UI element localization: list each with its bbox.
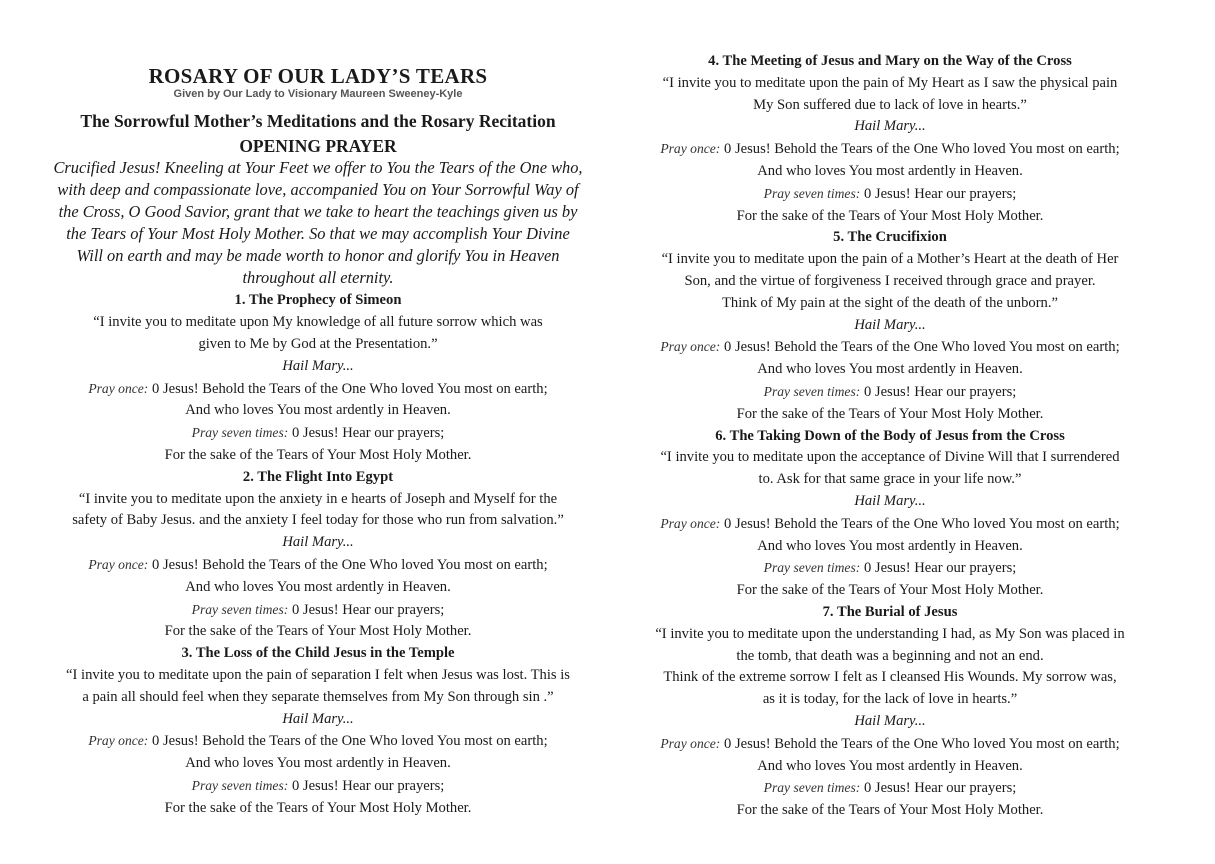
pray-seven-line bbox=[640, 777, 1140, 800]
pray-once-line bbox=[640, 513, 1140, 536]
pray-once-line bbox=[640, 336, 1140, 359]
hail-mary-line: Hail Mary... bbox=[282, 534, 354, 551]
pray-seven-label: Pray seven times: bbox=[763, 185, 861, 201]
opening-prayer-line: Crucified Jesus! Kneeling at Your Feet we offer to You the Tears of the One who, bbox=[53, 158, 583, 177]
pray-seven-line bbox=[48, 599, 588, 622]
meditation-quote-line: “I invite you to meditate upon the understanding I had, as My Son was placed in bbox=[655, 625, 1125, 642]
meditation-quote-line: given to Me by God at the Presentation.” bbox=[198, 336, 438, 353]
prayer-line: And who loves You most ardently in Heaven. bbox=[757, 162, 1023, 179]
meditation-quote-line: as it is today, for the lack of love in hearts.” bbox=[762, 691, 1018, 708]
pray-seven-label: Pray seven times: bbox=[763, 560, 861, 576]
prayer-line: For the sake of the Tears of Your Most Holy Mother. bbox=[736, 802, 1044, 819]
mystery-section bbox=[640, 227, 1140, 425]
pray-once-line bbox=[48, 554, 588, 577]
mystery-section bbox=[48, 290, 588, 466]
pray-once-text: 0 Jesus! Behold the Tears of the One Who loved You most on earth; bbox=[720, 339, 1120, 356]
pray-seven-label: Pray seven times: bbox=[763, 383, 861, 399]
prayer-line: For the sake of the Tears of Your Most Holy Mother. bbox=[736, 582, 1044, 599]
mystery-section bbox=[48, 643, 588, 819]
meditation-quote-line: safety of Baby Jesus. and the anxiety I feel today for those who run from salvation.” bbox=[72, 512, 564, 529]
mystery-title: 6. The Taking Down of the Body of Jesus from the Cross bbox=[715, 427, 1065, 444]
pray-once-label: Pray once: bbox=[660, 735, 721, 751]
pray-once-text: 0 Jesus! Behold the Tears of the One Who loved You most on earth; bbox=[720, 141, 1120, 158]
pray-once-line bbox=[48, 378, 588, 401]
meditation-quote-line: Son, and the virtue of forgiveness I received through grace and prayer. bbox=[684, 272, 1096, 289]
hail-mary-line: Hail Mary... bbox=[854, 712, 926, 729]
meditation-quote-line: a pain all should feel when they separate themselves from My Son through sin .” bbox=[82, 688, 554, 705]
pray-once-label: Pray once: bbox=[660, 339, 721, 355]
opening-prayer-line: throughout all eternity. bbox=[242, 267, 394, 287]
prayer-line: And who loves You most ardently in Heaven. bbox=[185, 578, 451, 595]
pray-seven-label: Pray seven times: bbox=[191, 777, 289, 793]
hail-mary-line: Hail Mary... bbox=[854, 118, 926, 135]
meditation-quote-line: “I invite you to meditate upon the anxiety in e hearts of Joseph and Myself for the bbox=[78, 490, 558, 507]
opening-prayer-line: with deep and compassionate love, accompanied You on Your Sorrowful Way of bbox=[57, 179, 579, 199]
prayer-line: For the sake of the Tears of Your Most Holy Mother. bbox=[736, 207, 1044, 224]
pray-once-label: Pray once: bbox=[88, 557, 149, 572]
pray-once-line bbox=[640, 733, 1140, 756]
pray-seven-text: 0 Jesus! Hear our prayers; bbox=[288, 601, 445, 618]
hail-mary-line: Hail Mary... bbox=[282, 710, 354, 727]
hail-mary-line: Hail Mary... bbox=[282, 357, 354, 374]
pray-seven-text: 0 Jesus! Hear our prayers; bbox=[860, 185, 1017, 202]
pray-seven-label: Pray seven times: bbox=[191, 425, 289, 441]
pray-seven-line bbox=[48, 422, 588, 445]
pray-once-line bbox=[48, 730, 588, 753]
meditation-quote-line: Think of the extreme sorrow I felt as I cleansed His Wounds. My sorrow was, bbox=[663, 669, 1117, 686]
pray-seven-text: 0 Jesus! Hear our prayers; bbox=[288, 777, 445, 794]
mystery-title: 3. The Loss of the Child Jesus in the Temple bbox=[181, 645, 455, 662]
meditation-quote-line: Think of My pain at the sight of the death of the unborn.” bbox=[722, 294, 1058, 311]
prayer-line: And who loves You most ardently in Heaven. bbox=[185, 755, 451, 772]
opening-prayer-line: the Cross, O Good Savior, grant that we take to heart the teachings given us by bbox=[58, 201, 578, 221]
pray-once-text: 0 Jesus! Behold the Tears of the One Who loved You most on earth; bbox=[720, 735, 1120, 752]
pray-seven-text: 0 Jesus! Hear our prayers; bbox=[860, 780, 1017, 797]
pray-once-line bbox=[640, 138, 1140, 161]
opening-prayer-text bbox=[48, 157, 588, 288]
meditation-quote-line: “I invite you to meditate upon the pain of separation I felt when Jesus was lost. This is bbox=[66, 666, 570, 683]
prayer-line: And who loves You most ardently in Heaven. bbox=[757, 537, 1023, 554]
meditations-heading: The Sorrowful Mother’s Meditations and the Rosary Recitation bbox=[80, 111, 556, 131]
mystery-title: 7. The Burial of Jesus bbox=[822, 603, 958, 620]
pray-once-text: 0 Jesus! Behold the Tears of the One Who loved You most on earth; bbox=[148, 557, 548, 573]
mystery-title: 2. The Flight Into Egypt bbox=[242, 468, 394, 485]
meditation-quote-line: “I invite you to meditate upon My knowledge of all future sorrow which was bbox=[93, 314, 543, 331]
pray-seven-label: Pray seven times: bbox=[763, 780, 861, 796]
pray-seven-line bbox=[640, 183, 1140, 206]
pray-once-text: 0 Jesus! Behold the Tears of the One Who loved You most on earth; bbox=[148, 733, 548, 750]
meditation-quote-line: “I invite you to meditate upon the pain of My Heart as I saw the physical pain bbox=[662, 74, 1118, 91]
mystery-title: 5. The Crucifixion bbox=[833, 229, 947, 246]
pray-seven-text: 0 Jesus! Hear our prayers; bbox=[288, 425, 445, 442]
meditation-quote-line: to. Ask for that same grace in your life now.” bbox=[758, 471, 1022, 488]
prayer-line: For the sake of the Tears of Your Most Holy Mother. bbox=[164, 447, 472, 464]
meditation-quote-line: the tomb, that death was a beginning and not an end. bbox=[736, 647, 1044, 664]
meditation-quote-line: My Son suffered due to lack of love in hearts.” bbox=[753, 96, 1027, 113]
document-subtitle: Given by Our Lady to Visionary Maureen Sweeney-Kyle bbox=[173, 88, 463, 100]
mystery-section bbox=[640, 602, 1140, 822]
prayer-line: And who loves You most ardently in Heaven. bbox=[757, 361, 1023, 378]
pray-once-label: Pray once: bbox=[660, 515, 721, 531]
right-column bbox=[640, 0, 1140, 822]
meditation-quote-line: “I invite you to meditate upon the acceptance of Divine Will that I surrendered bbox=[660, 449, 1120, 466]
mystery-section bbox=[640, 426, 1140, 602]
left-column bbox=[48, 0, 588, 820]
hail-mary-line: Hail Mary... bbox=[854, 492, 926, 509]
prayer-line: And who loves You most ardently in Heaven. bbox=[185, 402, 451, 419]
pray-once-label: Pray once: bbox=[660, 141, 721, 157]
meditation-quote-line: “I invite you to meditate upon the pain of a Mother’s Heart at the death of Her bbox=[661, 251, 1119, 268]
mystery-section bbox=[640, 51, 1140, 227]
pray-once-label: Pray once: bbox=[88, 380, 149, 396]
prayer-line: For the sake of the Tears of Your Most Holy Mother. bbox=[164, 623, 472, 640]
pray-seven-text: 0 Jesus! Hear our prayers; bbox=[860, 383, 1017, 400]
pray-seven-label: Pray seven times: bbox=[191, 601, 289, 617]
prayer-line: For the sake of the Tears of Your Most Holy Mother. bbox=[736, 405, 1044, 422]
pray-seven-line bbox=[48, 775, 588, 798]
pray-once-label: Pray once: bbox=[88, 733, 149, 749]
prayer-line: For the sake of the Tears of Your Most Holy Mother. bbox=[164, 799, 472, 816]
opening-prayer-line: Will on earth and may be made worth to honor and glorify You in Heaven bbox=[76, 245, 560, 265]
pray-once-text: 0 Jesus! Behold the Tears of the One Who loved You most on earth; bbox=[720, 515, 1120, 532]
opening-prayer-line: the Tears of Your Most Holy Mother. So that we may accomplish Your Divine bbox=[66, 223, 570, 243]
mystery-section bbox=[48, 467, 588, 643]
hail-mary-line: Hail Mary... bbox=[854, 316, 926, 333]
prayer-line: And who loves You most ardently in Heaven. bbox=[757, 757, 1023, 774]
pray-seven-line bbox=[640, 557, 1140, 580]
mystery-title: 4. The Meeting of Jesus and Mary on the Way of the Cross bbox=[708, 53, 1072, 69]
pray-seven-line bbox=[640, 381, 1140, 404]
pray-once-text: 0 Jesus! Behold the Tears of the One Who loved You most on earth; bbox=[148, 380, 548, 397]
opening-prayer-title: OPENING PRAYER bbox=[239, 136, 397, 156]
document-title: ROSARY OF OUR LADY’S TEARS bbox=[148, 64, 488, 88]
mystery-title: 1. The Prophecy of Simeon bbox=[234, 292, 402, 309]
pray-seven-text: 0 Jesus! Hear our prayers; bbox=[860, 560, 1017, 577]
